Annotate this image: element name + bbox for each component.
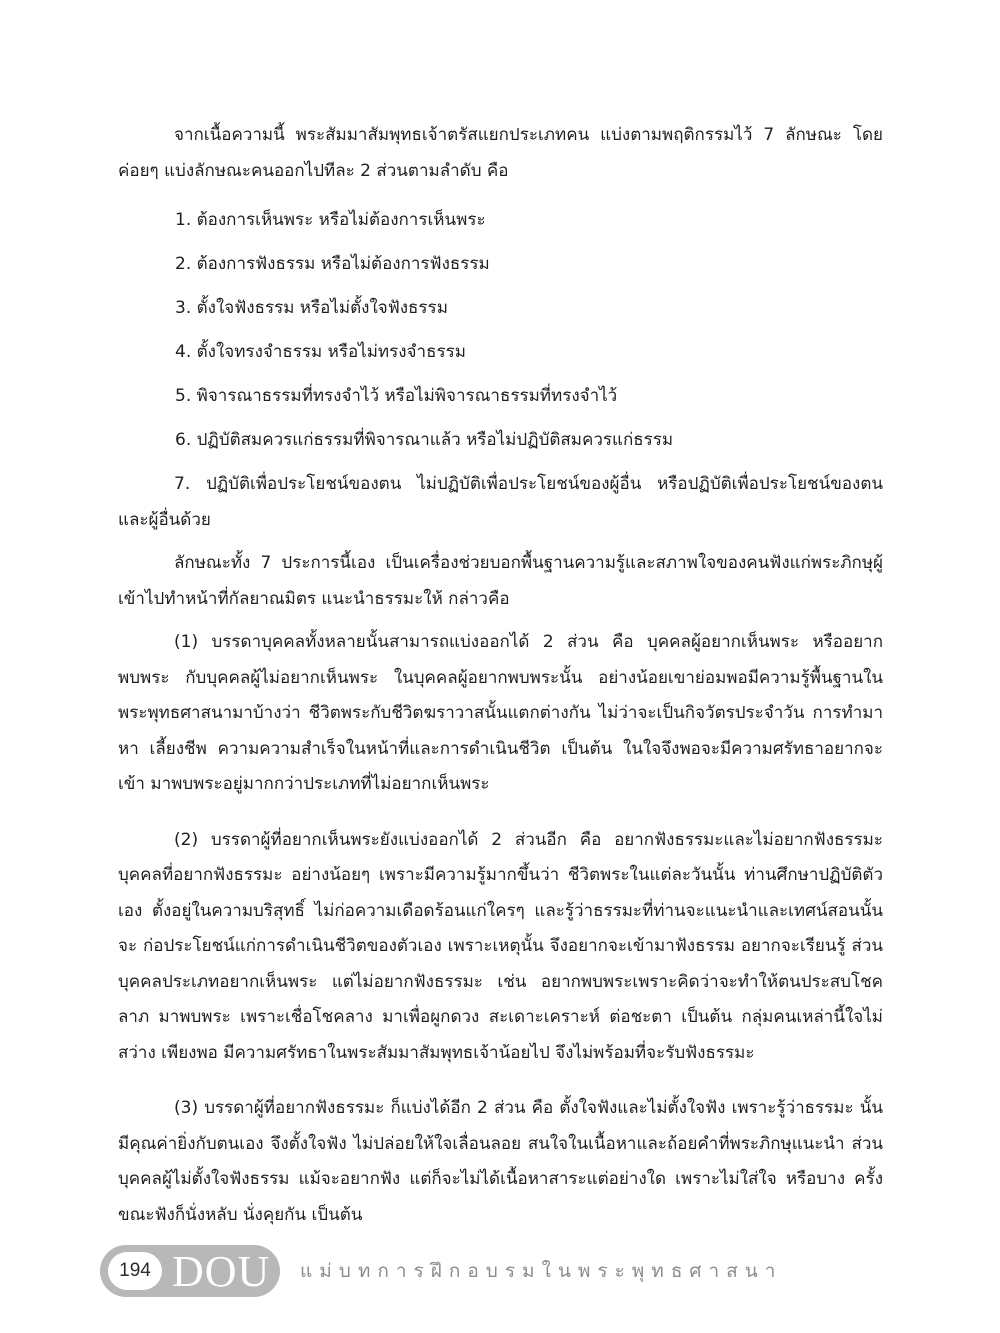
paragraph-2: (2) บรรดาผู้ที่อยากเห็นพระยังแบ่งออกได้ 2 ส่วนอีก คือ อยากฟังธรรมะและไม่อยากฟังธรรมะ บุคคลที่อยากฟังธรรมะ อย่างน้อยๆ เพราะมีความรู้มากขึ้นว่า ชีวิตพระในแต่ละวันนั้น ท่านศึกษาปฏิบัติตัวเอง ตั้งอยู่ในความบริสุทธิ์ ไม่ก่อความเดือดร้อนแก่ใครๆ และรู้ว่าธรรมะที่ท่านจะแนะนำและเทศน์สอนนั้น จะ ก่อประโยชน์แก่การดำเนินชีวิตของตัวเอง เพราะเหตุนั้น จึงอยากจะเข้ามาฟังธรรม อยากจะเรียนรู้ ส่วน บุคคลประเภทอยากเห็นพระ แต่ไม่อยากฟังธรรมะ เช่น อยากพบพระเพราะคิดว่าจะทำให้ตนประสบโชคลาภ มาพบพระ เพราะเชื่อโชคลาง มาเพื่อผูกดวง สะเดาะเคราะห์ ต่อชะตา เป็นต้น กลุ่มคนเหล่านี้ใจไม่สว่าง เพียงพอ มีความศรัทธาในพระสัมมาสัมพุทธเจ้าน้อยไป จึงไม่พร้อมที่จะรับฟังธรรมะ: [118, 829, 883, 1063]
page-footer: [100, 1245, 900, 1297]
list-item-6: 6. ปฏิบัติสมควรแก่ธรรมที่พิจารณาแล้ว หรือไม่ปฏิบัติสมควรแก่ธรรม: [175, 430, 674, 450]
dou-logo: DOU: [172, 1247, 271, 1296]
intro-paragraph: จากเนื้อความนี้ พระสัมมาสัมพุทธเจ้าตรัสแยกประเภทคน แบ่งตามพฤติกรรมไว้ 7 ลักษณะ โดยค่อยๆ แบ่งลักษณะคนออกไปทีละ 2 ส่วนตามลำดับ คือ: [118, 125, 883, 181]
list-item-2: 2. ต้องการฟังธรรม หรือไม่ต้องการฟังธรรม: [175, 254, 490, 274]
list-item-3: 3. ตั้งใจฟังธรรม หรือไม่ตั้งใจฟังธรรม: [175, 298, 448, 318]
paragraph-3: (3) บรรดาผู้ที่อยากฟังธรรมะ ก็แบ่งได้อีก 2 ส่วน คือ ตั้งใจฟังและไม่ตั้งใจฟัง เพราะรู้ว่าธรรมะ นั้นมีคุณค่ายิ่งกับตนเอง จึงตั้งใจฟัง ไม่ปล่อยให้ใจเลื่อนลอย สนใจในเนื้อหาและถ้อยคำที่พระภิกษุแนะนำ ส่วนบุคคลผู้ไม่ตั้งใจฟังธรรม แม้จะอยากฟัง แต่ก็จะไม่ได้เนื้อหาสาระแต่อย่างใด เพราะไม่ใส่ใจ หรือบาง ครั้งขณะฟังก็นั่งหลับ นั่งคุยกัน เป็นต้น: [118, 1098, 883, 1225]
list-item-1: 1. ต้องการเห็นพระ หรือไม่ต้องการเห็นพระ: [175, 210, 486, 230]
page-body: [118, 118, 883, 1233]
page-number: 194: [108, 1252, 162, 1290]
paragraph-1: (1) บรรดาบุคคลทั้งหลายนั้นสามารถแบ่งออกได้ 2 ส่วน คือ บุคคลผู้อยากเห็นพระ หรืออยาก พบพระ กับบุคคลผู้ไม่อยากเห็นพระ ในบุคคลผู้อยากพบพระนั้น อย่างน้อยเขาย่อมพอมีความรู้พื้นฐานใน พระพุทธศาสนามาบ้างว่า ชีวิตพระกับชีวิตฆราวาสนั้นแตกต่างกัน ไม่ว่าจะเป็นกิจวัตรประจำวัน การทำมาหา เลี้ยงชีพ ความความสำเร็จในหน้าที่และการดำเนินชีวิต เป็นต้น ในใจจึงพอจะมีความศรัทธาอยากจะเข้า มาพบพระอยู่มากกว่าประเภทที่ไม่อยากเห็นพระ: [118, 632, 883, 794]
list-item-7: 7. ปฏิบัติเพื่อประโยชน์ของตน ไม่ปฏิบัติเพื่อประโยชน์ของผู้อื่น หรือปฏิบัติเพื่อประโยชน์ของตน และผู้อื่นด้วย: [118, 474, 883, 530]
summary-paragraph: ลักษณะทั้ง 7 ประการนี้เอง เป็นเครื่องช่วยบอกพื้นฐานความรู้และสภาพใจของคนฟังแก่พระภิกษุผู้ เข้าไปทำหน้าที่กัลยาณมิตร แนะนำธรรมะให้ กล่าวคือ: [118, 553, 883, 609]
footer-badge: [100, 1245, 280, 1297]
running-title: แม่บทการฝึกอบรมในพระพุทธศาสนา: [300, 1260, 783, 1282]
list-item-4: 4. ตั้งใจทรงจำธรรม หรือไม่ทรงจำธรรม: [175, 342, 466, 362]
list-item-5: 5. พิจารณาธรรมที่ทรงจำไว้ หรือไม่พิจารณาธรรมที่ทรงจำไว้: [175, 386, 618, 406]
